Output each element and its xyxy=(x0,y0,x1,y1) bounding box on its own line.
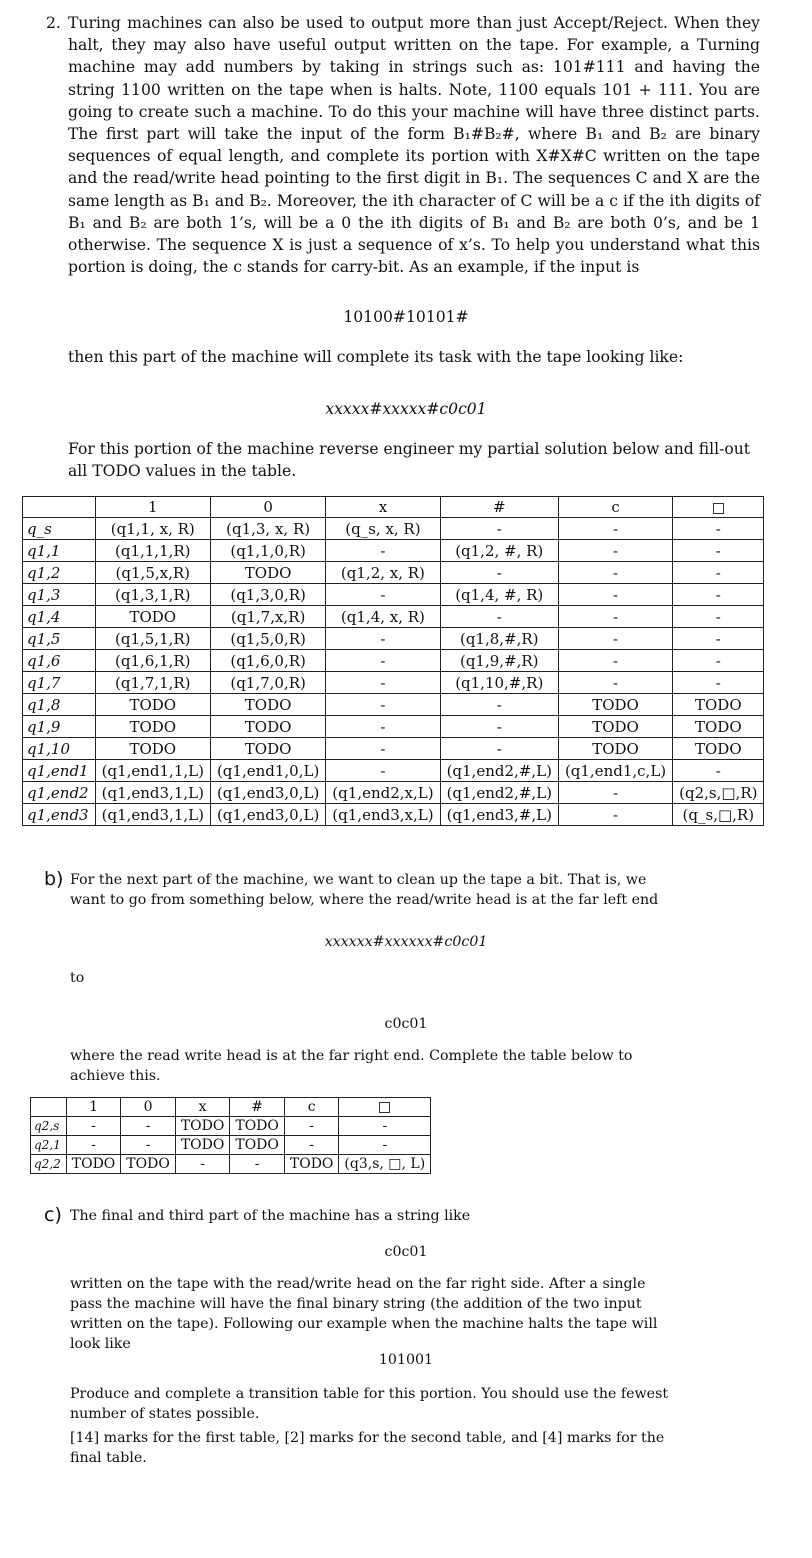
table-1-cell-hash: (q1,4, #, R) xyxy=(440,584,558,606)
table-1-cell-c: - xyxy=(558,540,672,562)
table-1-cell-c: - xyxy=(558,672,672,694)
table-1-cell-zero: (q1,5,0,R) xyxy=(210,628,325,650)
table-1-cell-state: q1,6 xyxy=(23,650,96,672)
table-1-cell-hash: (q1,9,#,R) xyxy=(440,650,558,672)
then-text: then this part of the machine will complete its task with the tape looking like: xyxy=(68,348,684,366)
table-2-header-x: x xyxy=(175,1098,230,1117)
part-c-result: 101001 xyxy=(378,1352,434,1368)
table-1-cell-zero: (q1,7,0,R) xyxy=(210,672,325,694)
table-1-header-one: 1 xyxy=(95,497,210,518)
table-1-row xyxy=(23,606,764,628)
blank-symbol-icon xyxy=(713,503,724,514)
table-1-cell-state: q1,end1 xyxy=(23,760,96,782)
table-2-cell-blank: - xyxy=(339,1136,431,1155)
example-output: xxxxx#xxxxx#c0c01 xyxy=(325,400,487,418)
table-2-cell-blank: (q3,s, □, L) xyxy=(339,1155,431,1174)
table-1-header-blank-symbol xyxy=(673,497,764,518)
table-1-cell-zero: TODO xyxy=(210,562,325,584)
part-c-text: The final and third part of the machine has a string like xyxy=(70,1208,471,1224)
part-b-to: to xyxy=(70,970,85,986)
table-2-header-c: c xyxy=(284,1098,339,1117)
table-1-cell-c: - xyxy=(558,518,672,540)
table-1-cell-c: TODO xyxy=(558,716,672,738)
table-2-header-state xyxy=(31,1098,67,1117)
table-1-header-x: x xyxy=(326,497,440,518)
table-1-cell-one: TODO xyxy=(95,694,210,716)
table-1-cell-state: q1,10 xyxy=(23,738,96,760)
table-1-cell-one: (q1,end3,1,L) xyxy=(95,782,210,804)
table-2-row xyxy=(31,1155,431,1174)
table-1-cell-state: q1,1 xyxy=(23,540,96,562)
table-2-row xyxy=(31,1117,431,1136)
table-2-cell-one: - xyxy=(66,1136,121,1155)
portion-text: For this portion of the machine reverse engineer my partial solution below and fill-out all TODO values in the table. xyxy=(68,440,751,480)
table-1-cell-c: TODO xyxy=(558,694,672,716)
table-2-cell-c: TODO xyxy=(284,1155,339,1174)
table-1-cell-zero: (q1,end3,0,L) xyxy=(210,782,325,804)
table-2-cell-zero: TODO xyxy=(121,1155,176,1174)
table-1-cell-one: TODO xyxy=(95,606,210,628)
table-1-row xyxy=(23,540,764,562)
table-1-cell-state: q1,5 xyxy=(23,628,96,650)
table-1-cell-x: - xyxy=(326,628,440,650)
table-1-cell-state: q1,end3 xyxy=(23,804,96,826)
table-1-row xyxy=(23,760,764,782)
table-1-cell-state: q_s xyxy=(23,518,96,540)
table-2-cell-c: - xyxy=(284,1117,339,1136)
table-1-cell-blank: TODO xyxy=(673,694,764,716)
table-1-cell-one: (q1,5,x,R) xyxy=(95,562,210,584)
table-1-cell-c: - xyxy=(558,782,672,804)
table-1-cell-hash: (q1,10,#,R) xyxy=(440,672,558,694)
table-1-cell-blank: - xyxy=(673,650,764,672)
table-1-header-hash: # xyxy=(440,497,558,518)
transition-table-1 xyxy=(22,496,764,826)
table-1-cell-zero: TODO xyxy=(210,694,325,716)
table-1-cell-one: (q1,1,1,R) xyxy=(95,540,210,562)
table-1-cell-zero: TODO xyxy=(210,716,325,738)
table-1-cell-blank: TODO xyxy=(673,716,764,738)
table-1-cell-x: (q1,end2,x,L) xyxy=(326,782,440,804)
table-1-cell-blank: - xyxy=(673,584,764,606)
table-1-cell-c: - xyxy=(558,584,672,606)
table-1-row xyxy=(23,628,764,650)
table-1-header-row xyxy=(23,497,764,518)
table-1-header-state xyxy=(23,497,96,518)
table-1-header-zero: 0 xyxy=(210,497,325,518)
part-b-label: b) xyxy=(44,868,64,890)
transition-table-2 xyxy=(30,1097,431,1174)
table-1-cell-one: (q1,end1,1,L) xyxy=(95,760,210,782)
table-1-cell-state: q1,9 xyxy=(23,716,96,738)
part-c-tape: c0c01 xyxy=(384,1244,428,1260)
table-1-cell-c: - xyxy=(558,628,672,650)
table-1-cell-hash: - xyxy=(440,606,558,628)
table-2-header-zero: 0 xyxy=(121,1098,176,1117)
table-1-cell-blank: - xyxy=(673,628,764,650)
table-1-cell-x: - xyxy=(326,584,440,606)
question-2-intro: Turing machines can also be used to output more than just Accept/Reject. When they halt, they may also have useful output written on the tape. For example, a Turning machine may add numbers by taking in strings such as: 101#111 and having the string 1100 written on the tape when is halts. Note, 1100 equals 101 + 111. You are going to create such a machine. To do this your machine will have three distinct parts. The first part will take the input of the form B₁#B₂#, where B₁ and B₂ are binary sequences of equal length, and complete its portion with X#X#C written on the tape and the read/write head pointing to the first digit in B₁. The sequences C and X are the same length as B₁ and B₂. Moreover, the ith character of C will be a c if the ith digits of B₁ and B₂ are both 1’s, will be a 0 the ith digits of B₁ and B₂ are both 0’s, and be 1 otherwise. The sequence X is just a sequence of x’s. To help you understand what this portion is doing, the c stands for carry-bit. As an example, if the input is xyxy=(68,14,760,277)
question-number: 2. xyxy=(46,14,61,32)
table-1-cell-x: - xyxy=(326,738,440,760)
table-1-cell-hash: - xyxy=(440,562,558,584)
table-1-cell-x: (q1,2, x, R) xyxy=(326,562,440,584)
table-1-cell-zero: (q1,6,0,R) xyxy=(210,650,325,672)
table-1-row xyxy=(23,584,764,606)
table-1-cell-zero: (q1,3,0,R) xyxy=(210,584,325,606)
table-1-cell-blank: - xyxy=(673,760,764,782)
table-1-cell-x: - xyxy=(326,540,440,562)
table-1-row xyxy=(23,716,764,738)
table-2-row xyxy=(31,1136,431,1155)
table-1-cell-state: q1,3 xyxy=(23,584,96,606)
table-1-cell-x: (q_s, x, R) xyxy=(326,518,440,540)
table-1-cell-state: q1,4 xyxy=(23,606,96,628)
table-2-cell-c: - xyxy=(284,1136,339,1155)
table-1-cell-state: q1,end2 xyxy=(23,782,96,804)
table-2-cell-zero: - xyxy=(121,1117,176,1136)
table-1-cell-blank: - xyxy=(673,606,764,628)
part-c-text3: Produce and complete a transition table for this portion. You should use the fewest number of states possible. xyxy=(70,1386,669,1422)
table-2-cell-x: - xyxy=(175,1155,230,1174)
table-1-cell-zero: (q1,7,x,R) xyxy=(210,606,325,628)
table-2-cell-state: q2,1 xyxy=(31,1136,67,1155)
table-2-cell-state: q2,2 xyxy=(31,1155,67,1174)
table-1-cell-c: (q1,end1,c,L) xyxy=(558,760,672,782)
table-1-header-c: c xyxy=(558,497,672,518)
table-1-cell-x: - xyxy=(326,694,440,716)
table-1-cell-hash: (q1,end2,#,L) xyxy=(440,760,558,782)
table-1-cell-hash: (q1,end2,#,L) xyxy=(440,782,558,804)
table-1-cell-hash: (q1,end3,#,L) xyxy=(440,804,558,826)
blank-symbol-icon xyxy=(379,1102,390,1113)
table-1-row xyxy=(23,650,764,672)
table-1-row xyxy=(23,782,764,804)
table-1-cell-blank: - xyxy=(673,672,764,694)
table-1-cell-zero: (q1,end3,0,L) xyxy=(210,804,325,826)
table-2-cell-x: TODO xyxy=(175,1117,230,1136)
table-1-cell-blank: TODO xyxy=(673,738,764,760)
table-1-cell-zero: TODO xyxy=(210,738,325,760)
table-1-cell-c: - xyxy=(558,562,672,584)
table-1-cell-hash: (q1,8,#,R) xyxy=(440,628,558,650)
table-1-cell-blank: - xyxy=(673,562,764,584)
table-1-cell-blank: (q_s,□,R) xyxy=(673,804,764,826)
table-2-cell-one: - xyxy=(66,1117,121,1136)
table-1-row xyxy=(23,672,764,694)
table-1-cell-x: (q1,4, x, R) xyxy=(326,606,440,628)
table-1-cell-one: TODO xyxy=(95,716,210,738)
table-1-cell-x: (q1,end3,x,L) xyxy=(326,804,440,826)
part-b-tape-before: xxxxxx#xxxxxx#c0c01 xyxy=(324,934,488,950)
table-2-cell-one: TODO xyxy=(66,1155,121,1174)
table-1-cell-hash: - xyxy=(440,716,558,738)
table-1-cell-x: - xyxy=(326,672,440,694)
table-2-cell-hash: - xyxy=(230,1155,285,1174)
example-input: 10100#10101# xyxy=(343,308,469,326)
table-1-cell-hash: - xyxy=(440,738,558,760)
table-1-cell-blank: - xyxy=(673,540,764,562)
table-1-cell-x: - xyxy=(326,716,440,738)
table-2-cell-state: q2,s xyxy=(31,1117,67,1136)
table-1-row xyxy=(23,518,764,540)
table-1-cell-one: (q1,6,1,R) xyxy=(95,650,210,672)
table-1-row xyxy=(23,738,764,760)
table-2-header-hash: # xyxy=(230,1098,285,1117)
table-1-cell-hash: - xyxy=(440,518,558,540)
table-1-cell-state: q1,2 xyxy=(23,562,96,584)
table-2-cell-zero: - xyxy=(121,1136,176,1155)
table-1-row xyxy=(23,562,764,584)
table-2-header-row xyxy=(31,1098,431,1117)
table-1-cell-one: (q1,3,1,R) xyxy=(95,584,210,606)
table-1-cell-hash: - xyxy=(440,694,558,716)
table-1-cell-c: - xyxy=(558,650,672,672)
table-1-cell-one: (q1,end3,1,L) xyxy=(95,804,210,826)
table-1-cell-one: TODO xyxy=(95,738,210,760)
table-1-cell-hash: (q1,2, #, R) xyxy=(440,540,558,562)
table-2-cell-blank: - xyxy=(339,1117,431,1136)
part-b-after-text: where the read write head is at the far right end. Complete the table below to achieve this. xyxy=(70,1048,633,1084)
table-1-cell-x: - xyxy=(326,650,440,672)
table-1-cell-one: (q1,5,1,R) xyxy=(95,628,210,650)
table-1-cell-zero: (q1,1,0,R) xyxy=(210,540,325,562)
table-2-cell-hash: TODO xyxy=(230,1117,285,1136)
table-1-cell-c: - xyxy=(558,606,672,628)
table-1-row xyxy=(23,694,764,716)
table-1-cell-zero: (q1,end1,0,L) xyxy=(210,760,325,782)
part-c-label: c) xyxy=(44,1204,62,1226)
table-1-cell-c: - xyxy=(558,804,672,826)
table-1-cell-blank: - xyxy=(673,518,764,540)
table-1-cell-state: q1,8 xyxy=(23,694,96,716)
table-1-cell-c: TODO xyxy=(558,738,672,760)
marks-text: [14] marks for the first table, [2] marks for the second table, and [4] marks for the final table. xyxy=(70,1430,665,1466)
table-2-cell-x: TODO xyxy=(175,1136,230,1155)
table-2-header-one: 1 xyxy=(66,1098,121,1117)
table-1-cell-blank: (q2,s,□,R) xyxy=(673,782,764,804)
table-1-cell-one: (q1,1, x, R) xyxy=(95,518,210,540)
table-2-header-blank-symbol xyxy=(339,1098,431,1117)
table-2-cell-hash: TODO xyxy=(230,1136,285,1155)
table-1-row xyxy=(23,804,764,826)
question-2 xyxy=(48,12,760,278)
table-1-cell-zero: (q1,3, x, R) xyxy=(210,518,325,540)
part-b-tape-after: c0c01 xyxy=(384,1016,428,1032)
table-1-cell-state: q1,7 xyxy=(23,672,96,694)
part-b-text: For the next part of the machine, we want to clean up the tape a bit. That is, we want to go from something below, where the read/write head is at the far left end xyxy=(70,872,659,908)
part-c-text2: written on the tape with the read/write head on the far right side. After a single pass the machine will have the final binary string (the addition of the two input written on the tape). Following our example when the machine halts the tape will look like xyxy=(70,1276,658,1352)
table-1-cell-one: (q1,7,1,R) xyxy=(95,672,210,694)
table-1-cell-x: - xyxy=(326,760,440,782)
